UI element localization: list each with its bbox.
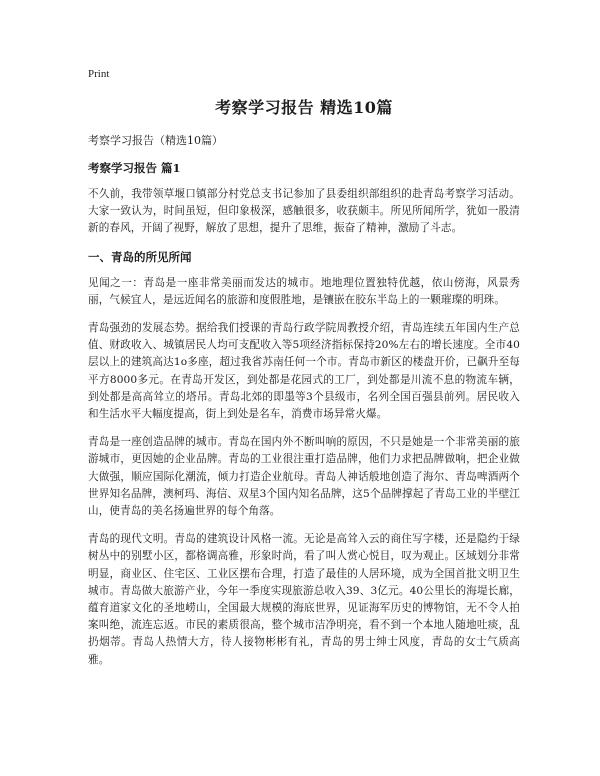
print-label: Print	[88, 68, 110, 80]
subsection-heading: 一、青岛的所见所闻	[88, 249, 192, 264]
body-paragraph: 青岛是一座创造品牌的城市。青岛在国内外不断叫响的原因，不只是她是一个非常美丽的旅游城市，更因她的企业品牌。青岛的工业很注重打造品牌，他们力求把品牌做响，把企业做大做强，顺应国际化潮流，倾力打造企业航母。青岛人神话般地创造了海尔、青岛啤酒两个世界知名品牌，澳柯玛、海信、双星3个国内知名品牌，这5个品牌撑起了青岛工业的半壁江山，使青岛的美名扬遍世界的每个角落。	[88, 436, 520, 518]
body-paragraph: 见闻之一：青岛是一座非常美丽而发达的城市。地地理位置独特优越，依山傍海，风景秀丽，气候宜人，是远近闻名的旅游和度假胜地，是镶嵌在胶东半岛上的一颗璀璨的明珠。	[88, 276, 520, 306]
body-paragraph: 青岛的现代文明。青岛的建筑设计风格一流。无论是高耸入云的商住写字楼，还是隐约于绿树丛中的别墅小区，都格调高雅，形象时尚，看了叫人赏心悦目，叹为观止。区域划分非常明显，商业区、住宅区、工业区摆布合理，打造了最佳的人居环境，成为全国首批文明卫生城市。青岛做大旅游产业，今年一季度实现旅游总收入39、3亿元。40公里长的海堤长廊，蕴育道家文化的圣地崂山，全国最大规模的海底世界，见证海军历史的博物馆，无不令人拍案叫绝，流连忘返。市民的素质很高，整个城市洁净明亮，看不到一个本地人随地吐痰，乱扔烟蒂。青岛人热情大方，待人接物彬彬有礼，青岛的男士绅士风度，青岛的女士气质高雅。	[88, 533, 520, 666]
intro-paragraph: 不久前，我带领草堰口镇部分村党总支书记参加了县委组织部组织的赴青岛考察学习活动。大家一致认为，时间虽短，但印象极深，感触很多，收获颇丰。所见所闻所学，犹如一股清新的春风，开阔了视野，解放了思想，提升了思维，振奋了精神，激励了斗志。	[88, 188, 520, 235]
page-title: 考察学习报告 精选10篇	[215, 98, 393, 117]
document-page	[88, 68, 520, 680]
body-paragraph: 青岛强劲的发展态势。据给我们授课的青岛行政学院周教授介绍，青岛连续五年国内生产总值、财政收入、城镇居民人均可支配收入等5项经济指标保持20%左右的增长速度。全市40层以上的建筑高达1o多座，超过我省苏南任何一个市。青岛市新区的楼盘开价，已飙升至每平方8000多元。在青岛开发区，到处都是花园式的工厂，到处都是川流不息的物流车辆，到处都是高高耸立的塔吊。青岛北郊的即墨等3个县级市，名列全国百强县前列。居民收入和生活水平大幅度提高，街上到处是名车，消费市场异常火爆。	[88, 322, 520, 421]
section-heading: 考察学习报告 篇1	[88, 161, 181, 175]
document-subtitle: 考察学习报告（精选10篇）	[88, 134, 223, 147]
